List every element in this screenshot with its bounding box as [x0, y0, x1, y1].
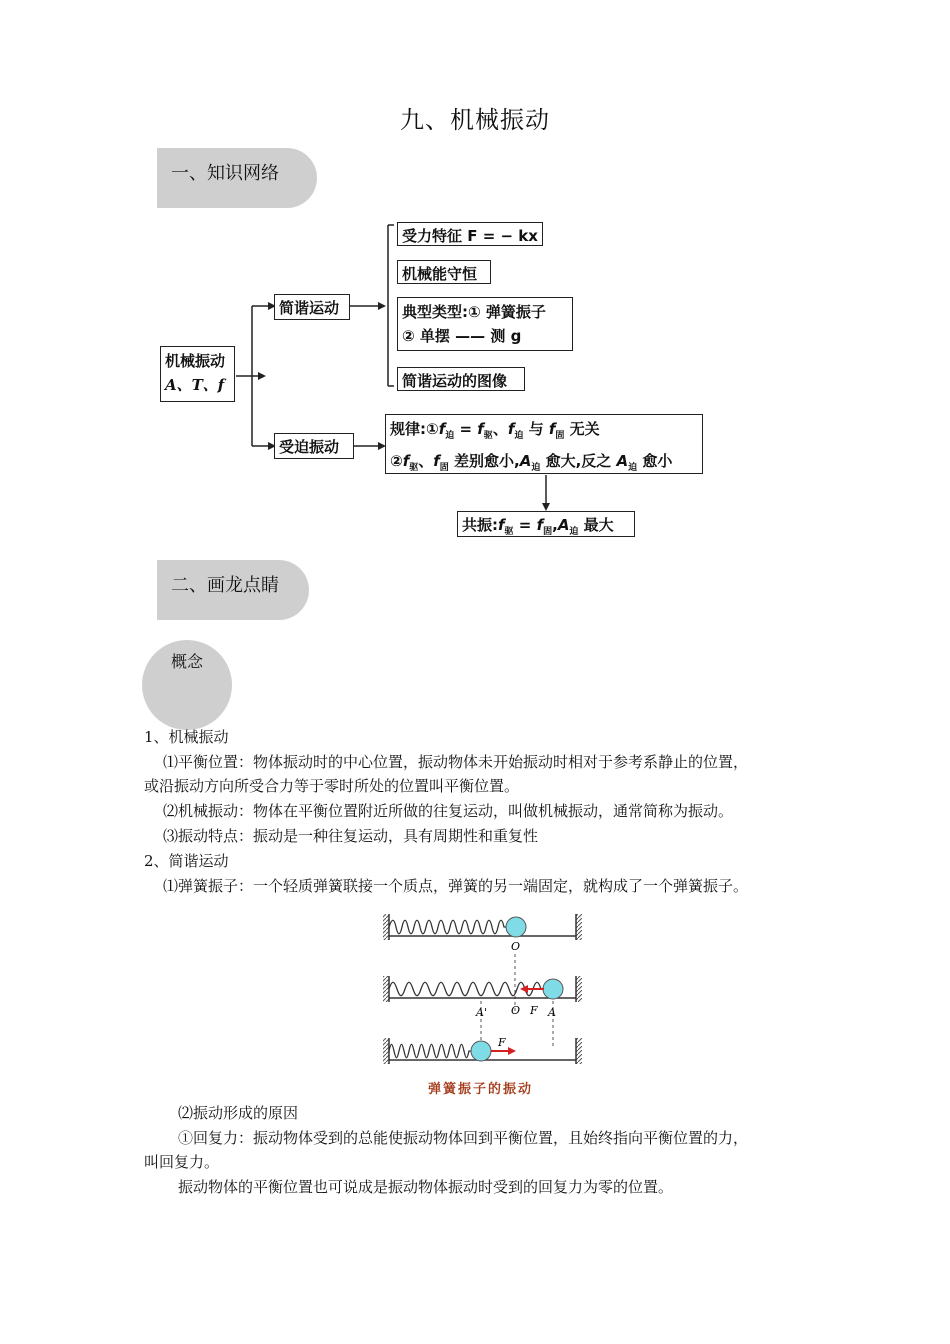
page-title: 九、机械振动 — [400, 106, 550, 134]
para-equilibrium-restoring: 振动物体的平衡位置也可说成是振动物体振动时受到的回复力为零的位置。 — [178, 1178, 674, 1196]
spring-1 — [389, 920, 508, 934]
forced-rule-1-f3: f — [507, 420, 515, 438]
root-label: 机械振动 — [165, 352, 226, 370]
concept-bubble: 概念 — [142, 640, 232, 730]
forced-rule-1-s4: 固 — [555, 431, 565, 441]
spring-3 — [389, 1044, 472, 1058]
root-params: A、T、f — [165, 376, 225, 394]
heading-shm: 2、简谐运动 — [144, 852, 229, 870]
forced-rule-2-sep: 、 — [418, 452, 434, 470]
forced-rule-2-f2: f — [433, 452, 440, 470]
forced-rule-2 — [390, 449, 698, 481]
wall-left-2 — [383, 976, 389, 1002]
para-vibration-features: ⑶振动特点：振动是一种往复运动，具有周期性和重复性 — [163, 827, 539, 845]
label-a-prime: A' — [476, 1006, 487, 1019]
ball-3 — [471, 1041, 491, 1061]
forced-rule-2-a1: A — [519, 452, 532, 470]
resonance-f2: f — [536, 516, 544, 534]
label-a: A — [548, 1006, 556, 1019]
resonance-as: 迫 — [569, 527, 579, 537]
forced-rule-1-s3: 迫 — [514, 431, 524, 441]
wall-left-1 — [383, 914, 389, 940]
forced-rule-1-with: 与 — [523, 420, 549, 438]
para-restoring-force-cont: 叫回复力。 — [144, 1153, 220, 1171]
shm-graph: 简谐运动的图像 — [397, 367, 525, 391]
heading-mechanical-vibration: 1、机械振动 — [144, 728, 229, 746]
ball-1 — [506, 917, 526, 937]
root-box-mechanical-vibration — [160, 346, 235, 402]
forced-rule-2-as1: 迫 — [531, 463, 541, 473]
forced-rule-1-f4: f — [548, 420, 556, 438]
forced-rule-2-s1: 驱 — [409, 463, 419, 473]
forced-rule-2-f1: f — [402, 452, 410, 470]
ball-2 — [543, 979, 563, 999]
forced-rule-1-tail: 无关 — [564, 420, 600, 438]
shm-typical-types — [397, 297, 573, 351]
section-tab-highlights: 二、画龙点睛 — [157, 560, 309, 620]
resonance-s2: 固 — [543, 527, 553, 537]
resonance-s1: 驱 — [504, 527, 514, 537]
forced-rule-2-as2: 迫 — [628, 463, 638, 473]
forced-rule-2-prefix: ② — [390, 452, 403, 470]
para-spring-oscillator: ⑴弹簧振子：一个轻质弹簧联接一个质点，弹簧的另一端固定，就构成了一个弹簧振子。 — [163, 877, 749, 895]
resonance-prefix: 共振: — [462, 516, 498, 534]
section-tab-knowledge-network: 一、知识网络 — [157, 148, 317, 208]
forced-rule-1-eq: = — [454, 420, 478, 438]
forced-rule-1-f2: f — [477, 420, 484, 438]
forced-rule-1-prefix: 规律:① — [390, 420, 439, 438]
forced-rule-2-a2: A — [616, 452, 629, 470]
forced-rule-2-s2: 固 — [439, 463, 449, 473]
resonance-f1: f — [498, 516, 505, 534]
shm-force-feature: 受力特征 F = − kx — [397, 222, 543, 246]
resonance-eq: = — [513, 516, 537, 534]
shm-type-pendulum: ② 单摆 —— 测 g — [402, 327, 522, 345]
forced-rule-1-sep: 、 — [492, 420, 508, 438]
resonance-box — [457, 511, 635, 537]
wall-right-1 — [576, 914, 582, 940]
branch-box-forced: 受迫振动 — [274, 433, 354, 459]
wall-right-3 — [576, 1038, 582, 1064]
para-restoring-force: ①回复力：振动物体受到的总能使振动物体回到平衡位置，且始终指向平衡位置的力， — [178, 1129, 749, 1147]
resonance-mid: , — [552, 516, 558, 534]
shm-type-spring: 典型类型:① 弹簧振子 — [402, 303, 546, 321]
label-f-1: F — [530, 1004, 538, 1017]
para-equilibrium-position-cont: 或沿振动方向所受合力等于零时所处的位置叫平衡位置。 — [144, 777, 520, 795]
para-mechanical-vibration-def: ⑵机械振动：物体在平衡位置附近所做的往复运动，叫做机械振动，通常简称为振动。 — [163, 802, 734, 820]
figure-caption: 弹簧振子的振动 — [428, 1082, 534, 1097]
forced-rule-1-f1: f — [438, 420, 446, 438]
label-f-2: F — [498, 1036, 506, 1049]
label-o-1: O — [511, 940, 521, 953]
shm-energy-conservation: 机械能守恒 — [397, 260, 491, 284]
branch-box-shm: 简谐运动 — [274, 294, 350, 320]
forced-rule-1 — [390, 417, 698, 449]
wall-left-3 — [383, 1038, 389, 1064]
para-equilibrium-position: ⑴平衡位置：物体振动时的中心位置，振动物体未开始振动时相对于参考系静止的位置， — [163, 753, 749, 771]
wall-right-2 — [576, 976, 582, 1002]
para-cause-of-vibration: ⑵振动形成的原因 — [178, 1104, 299, 1122]
label-o-2: O — [511, 1004, 521, 1017]
forced-rule-2-tail: 愈小 — [637, 452, 673, 470]
forced-rule-1-s1: 迫 — [445, 431, 455, 441]
spring-oscillator-figure — [378, 906, 588, 1101]
resonance-tail: 最大 — [578, 516, 614, 534]
resonance-a: A — [557, 516, 570, 534]
forced-rule-2-mid2: 愈大,反之 — [540, 452, 617, 470]
forced-rule-1-s2: 驱 — [483, 431, 493, 441]
forced-vibration-rules — [385, 414, 703, 474]
forced-rule-2-mid: 差别愈小, — [448, 452, 520, 470]
